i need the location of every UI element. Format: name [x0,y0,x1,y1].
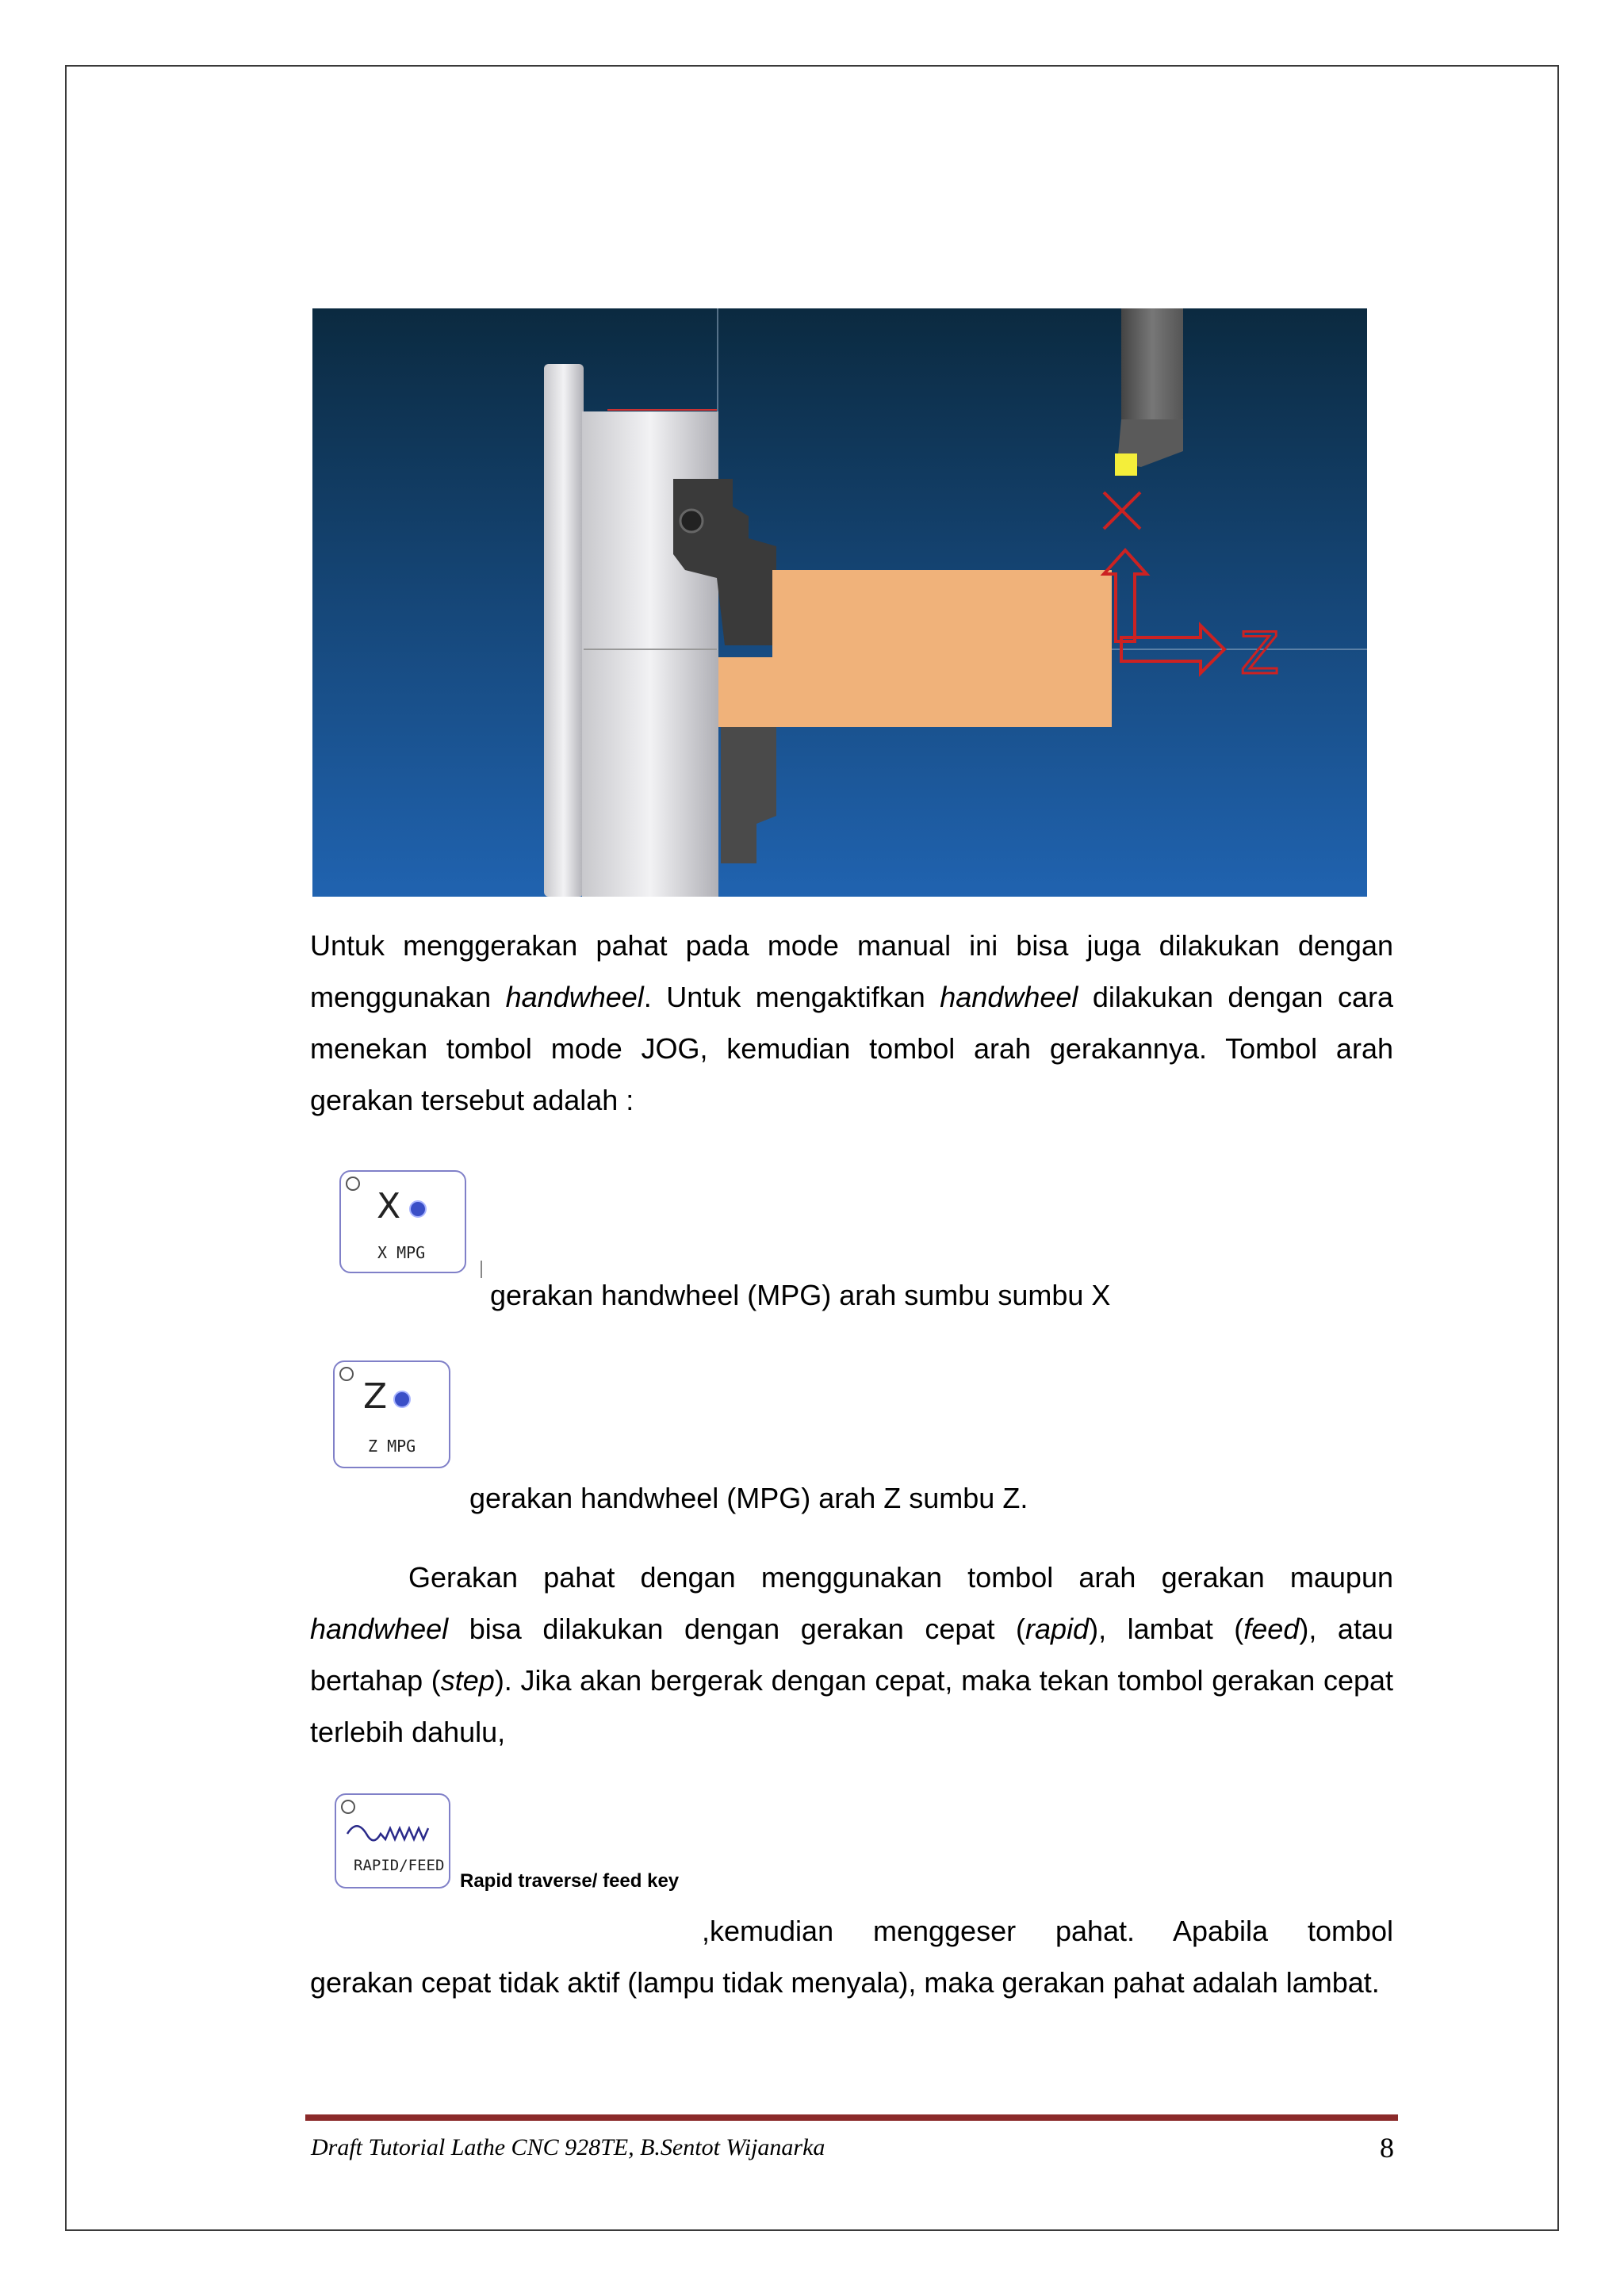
key-label: X MPG [377,1243,426,1262]
footer-rule [305,2114,1398,2121]
z-mpg-key[interactable] [333,1360,450,1468]
paragraph-handwheel-intro [310,920,1393,1126]
text-run: bisa dilakukan dengan gerakan cepat ( [448,1613,1026,1645]
mpg-handwheel-icon [409,1200,427,1218]
x-mpg-caption: gerakan handwheel (MPG) arah sumbu sumbu X [490,1279,1111,1311]
footer-text: Draft Tutorial Lathe CNC 928TE, B.Sentot Wijanarka [311,2134,825,2160]
chuck-back-plate [544,364,584,897]
key-letter: Z [363,1376,388,1417]
lathe-simulation-svg [312,308,1367,897]
mpg-handwheel-icon [393,1391,411,1408]
text-run: ), atau bertahap ( [310,1613,1393,1697]
x-mpg-key[interactable] [339,1170,466,1273]
paragraph-shift-tool-line2: gerakan cepat tidak aktif (lampu tidak menyala), maka gerakan pahat adalah lambat. [310,1966,1380,1999]
text-run: . Untuk mengaktifkan [643,981,940,1013]
lamp-indicator-icon [341,1800,355,1814]
page-number: 8 [1380,2132,1394,2164]
italic-term-handwheel: handwheel [310,1613,449,1645]
italic-term-handwheel: handwheel [940,981,1078,1013]
text-run: ). Jika akan bergerak dengan cepat, maka tekan tombol gerakan cepat terlebih dahulu, [310,1664,1394,1748]
rapid-wave-icon [346,1822,441,1846]
paragraph-shift-tool-line1: ,kemudian menggeser pahat. Apabila tombol [702,1915,1393,1947]
cursor-mark [481,1261,482,1278]
tool-holder [1121,308,1183,427]
z-mpg-caption: gerakan handwheel (MPG) arah Z sumbu Z. [469,1482,1028,1514]
key-letter: X [377,1186,401,1226]
italic-term-rapid: rapid [1025,1613,1090,1645]
text-run: ), lambat ( [1089,1613,1244,1645]
lamp-indicator-icon [346,1177,360,1191]
text-run: dilakukan dengan cara menekan tombol mode JOG, kemudian tombol arah gerakannya. Tombol arah gerakan tersebut adalah : [310,981,1393,1116]
italic-term-handwheel: handwheel [505,981,644,1013]
lamp-indicator-icon [339,1367,354,1381]
italic-term-feed: feed [1243,1613,1300,1645]
lathe-simulation-figure [312,308,1367,897]
key-label: RAPID/FEED [354,1857,445,1874]
z-axis-label: Z [1240,620,1280,687]
italic-term-step: step [440,1664,495,1697]
rapid-feed-caption: Rapid traverse/ feed key [460,1870,680,1892]
paragraph-movement-modes [310,1552,1393,1758]
workpiece-stub [718,657,782,727]
text-run: Untuk menggerakan pahat pada mode manual ini bisa juga dilakukan dengan menggunakan [310,929,1393,1013]
jaw-bolt [680,510,703,532]
workpiece-main [772,570,1112,727]
key-label: Z MPG [368,1437,416,1456]
rapid-feed-key[interactable] [335,1793,450,1888]
tool-tip-marker [1115,453,1137,476]
text-run: Gerakan pahat dengan menggunakan tombol arah gerakan maupun [408,1561,1393,1594]
